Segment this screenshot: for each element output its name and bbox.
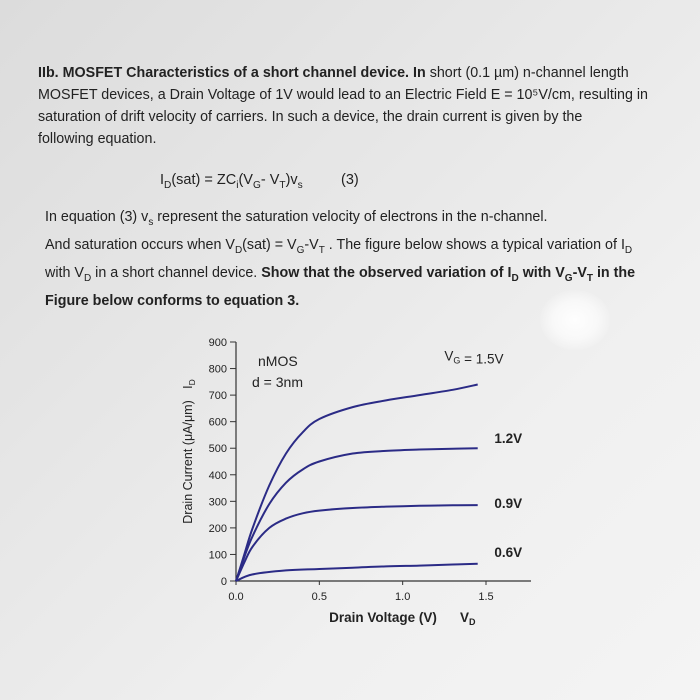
series-line bbox=[236, 385, 478, 582]
chart-title: nMOS bbox=[258, 353, 298, 369]
y-axis-symbol: $I_D$ bbox=[181, 379, 197, 389]
series-label: $V_G = 1.5V$ bbox=[444, 348, 504, 367]
y-tick-label: 400 bbox=[208, 469, 227, 482]
y-tick-label: 900 bbox=[208, 337, 227, 349]
y-axis-label: Drain Current (μA/μm) bbox=[181, 400, 195, 524]
chart-axes bbox=[181, 337, 531, 627]
series-label: 0.6V bbox=[494, 545, 523, 561]
x-tick-label: 1.0 bbox=[395, 591, 411, 603]
paragraph-line: following equation. bbox=[38, 131, 157, 147]
x-tick-label: 0.0 bbox=[228, 591, 244, 603]
series-line bbox=[236, 505, 478, 581]
chart-labels bbox=[252, 349, 522, 561]
y-tick-label: 700 bbox=[208, 390, 227, 403]
y-tick-label: 100 bbox=[208, 549, 227, 562]
y-tick-label: 200 bbox=[208, 522, 227, 535]
y-tick-label: 600 bbox=[208, 416, 227, 429]
text-segment: with $V_D$ in a short channel device. bbox=[45, 264, 258, 284]
text-segment: short (0.1 µm) n-channel length bbox=[425, 65, 629, 81]
x-tick-label: 1.5 bbox=[478, 591, 494, 603]
paragraph-line: In equation (3) $v_s$ represent the saturation velocity of electrons in the n-channel. bbox=[45, 209, 548, 228]
chart-subtitle: d = 3nm bbox=[252, 374, 303, 390]
paragraph-line: Figure below conforms to equation 3. bbox=[45, 292, 300, 309]
equation-number: (3) bbox=[341, 172, 359, 188]
paragraph-line: And saturation occurs when $V_D(sat) = V_G-V_T$ . The figure below shows a typical variation of $I_D$ bbox=[45, 236, 633, 256]
y-tick-label: 500 bbox=[208, 443, 227, 456]
paragraph-line: MOSFET devices, a Drain Voltage of 1V would lead to an Electric Field E = 10⁵V/cm, resulting in bbox=[38, 87, 648, 103]
series-line bbox=[236, 448, 478, 581]
problem-heading: IIb. MOSFET Characteristics of a short channel device. In bbox=[38, 65, 426, 81]
x-axis-symbol: $V_D$ bbox=[460, 610, 476, 627]
y-tick-label: 0 bbox=[220, 576, 227, 588]
equation: $I_D(sat) = ZC_i(V_G-$ $V_T)v_s$ bbox=[160, 172, 303, 191]
y-tick-label: 300 bbox=[208, 496, 227, 509]
text-segment-bold: Show that the observed variation of $I_D$ with $V_G-V_T$ in the bbox=[257, 264, 636, 284]
series-label: 1.2V bbox=[494, 430, 523, 446]
series-line bbox=[236, 564, 478, 581]
paragraph-line: saturation of drift velocity of carriers. In such a device, the drain current is given by the bbox=[38, 109, 583, 125]
x-axis-label: Drain Voltage (V) bbox=[329, 610, 437, 625]
y-tick-label: 800 bbox=[208, 363, 227, 376]
series-label: 0.9V bbox=[494, 495, 523, 511]
x-tick-label: 0.5 bbox=[311, 591, 327, 603]
chart-series bbox=[236, 385, 478, 582]
